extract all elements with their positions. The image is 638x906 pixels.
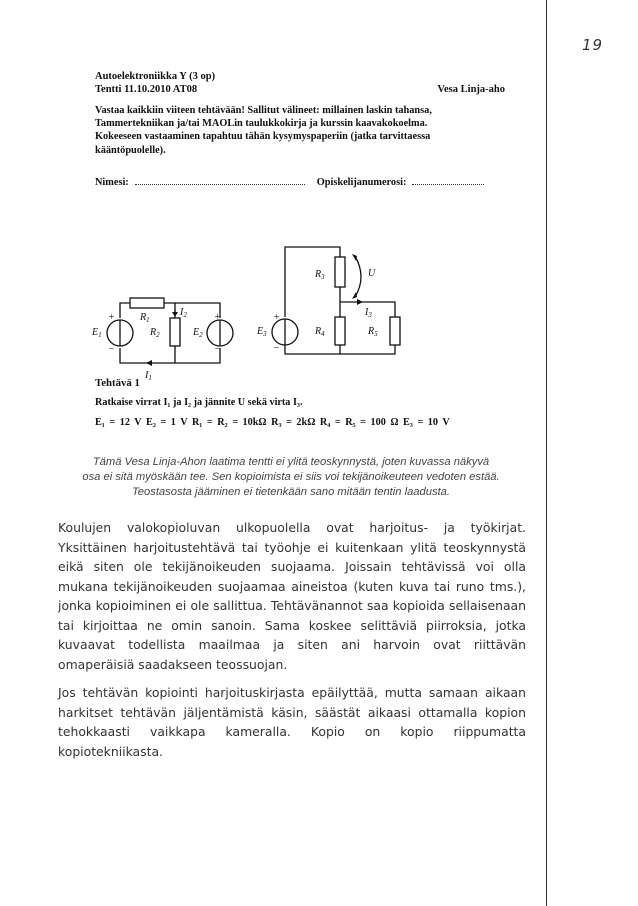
caption-line: Teostasosta jääminen ei tietenkään sano mitään tentin laadusta.	[131, 486, 451, 498]
page-number: 19	[582, 36, 604, 54]
name-label: Nimesi:	[95, 176, 129, 188]
label-r3: $R_3$	[315, 269, 325, 281]
instruction-line: Vastaa kaikkiin viiteen tehtävään! Sallitut välineet: millainen laskin tahansa,	[95, 105, 432, 116]
plus-sign: +	[273, 312, 280, 323]
label-r5: $R_5$	[368, 326, 378, 338]
instruction-line: Tammertekniikan ja/tai MAOLin taulukkokirja ja kurssin kaavakokoelma.	[95, 118, 428, 130]
minus-sign: −	[108, 344, 115, 355]
exam-date-row	[95, 83, 505, 96]
caption-line: osa ei sitä myöskään tee. Sen kopioimista ei siis voi tekijänoikeuteen vedoten estää.	[82, 471, 500, 483]
circuit-right	[255, 242, 415, 367]
label-r1: $R_1$	[140, 312, 150, 324]
exam-course: Autoelektroniikka Y (3 op)	[95, 71, 216, 82]
circuit-left	[90, 288, 250, 382]
label-u: U	[368, 268, 376, 279]
paragraph: Koulujen valokopioluvan ulkopuolella ovat harjoitus- ja työkirjat. Yksittäinen harjoitustehtävä tai työohje ei kuitenkaan ylitä teoskynnystä eikä siten ole tekijänoikeuden suojaama. Joissain tehtävissä voi olla mukana tekijänoikeuden suojaamaa aineistoa (kuten kuva tai runo tms.), jonka kopioiminen ei ole sallittua. Tehtävänannot saa kopioida sellaisenaan tai kirjoittaa ne omin sanoin. Sama koskee selittäviä piirroksia, jotka kuvaavat todellista maailmaa ja siten ani harvoin ovat riittävän omaperäisiä saadakseen teossuojan.	[58, 520, 526, 672]
minus-sign: −	[273, 343, 280, 354]
label-i2: $I_2$	[180, 307, 187, 319]
exam-instructions	[95, 104, 505, 157]
exam-name-fields	[95, 177, 505, 188]
minus-sign: −	[214, 344, 221, 355]
instruction-line: Kokeeseen vastaaminen tapahtuu tähän kysymyspaperiin (jatka tarvittaessa	[95, 131, 431, 143]
page-margin-line	[546, 0, 547, 906]
label-e1: $E_1$	[92, 327, 102, 339]
paragraph: Jos tehtävän kopiointi harjoituskirjasta epäilyttää, mutta samaan aikaan harkitset tehtävän jäljentämistä käsin, säästät aikaasi ottamalla kopion tehokkaasti vaikkapa kameralla. Kopio on kopio riippumatta kopiotekniikasta.	[58, 685, 526, 759]
label-i3: $I_3$	[365, 307, 372, 319]
instruction-line: kääntöpuolelle).	[95, 144, 166, 156]
label-e3: $E_3$	[257, 326, 267, 338]
student-number-blank	[412, 183, 484, 185]
image-caption	[58, 455, 524, 500]
task-question: Ratkaise virrat I₁ ja I₂ ja jännite U sekä virta I₃.	[95, 397, 303, 408]
student-number-label: Opiskelijanumerosi:	[316, 176, 407, 188]
caption-line: Tämä Vesa Linja-Ahon laatima tentti ei ylitä teoskynnystä, joten kuvassa näkyvä	[92, 456, 490, 468]
exam-author: Vesa Linja-aho	[437, 84, 505, 95]
task-values: E₁ = 12 V E₂ = 1 V R₁ = R₂ = 10kΩ R₃ = 2kΩ R₄ = R₅ = 100 Ω E₃ = 10 V	[95, 417, 450, 428]
exam-date: Tentti 11.10.2010 AT08	[95, 84, 198, 95]
plus-sign: +	[108, 312, 115, 323]
task-block	[95, 377, 515, 428]
label-r4: $R_4$	[315, 326, 325, 338]
plus-sign: +	[214, 312, 221, 323]
label-i1: $I_1$	[145, 370, 152, 382]
name-blank	[135, 183, 305, 185]
label-e2: $E_2$	[193, 327, 203, 339]
exam-header	[95, 70, 505, 188]
body-text	[58, 518, 526, 770]
task-title: Tehtävä 1	[95, 377, 140, 389]
label-r2: $R_2$	[150, 327, 160, 339]
